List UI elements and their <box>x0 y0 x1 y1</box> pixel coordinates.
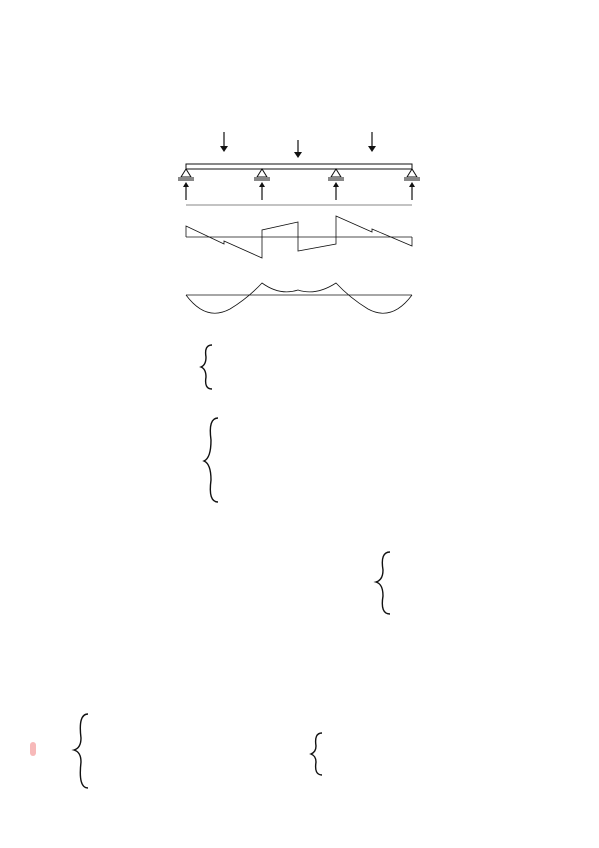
shear-diagram <box>186 216 412 258</box>
beam <box>186 164 412 169</box>
support-c <box>328 169 344 181</box>
point-load-arrowhead-2 <box>294 152 302 158</box>
ipe500-label <box>30 742 36 756</box>
point-load-arrowhead-3 <box>368 146 376 152</box>
support-a <box>178 169 194 181</box>
support-d <box>404 169 420 181</box>
support-b <box>254 169 270 181</box>
handwritten-braces <box>74 345 390 788</box>
moment-diagram <box>186 283 412 313</box>
point-load-arrowhead-1 <box>220 146 228 152</box>
